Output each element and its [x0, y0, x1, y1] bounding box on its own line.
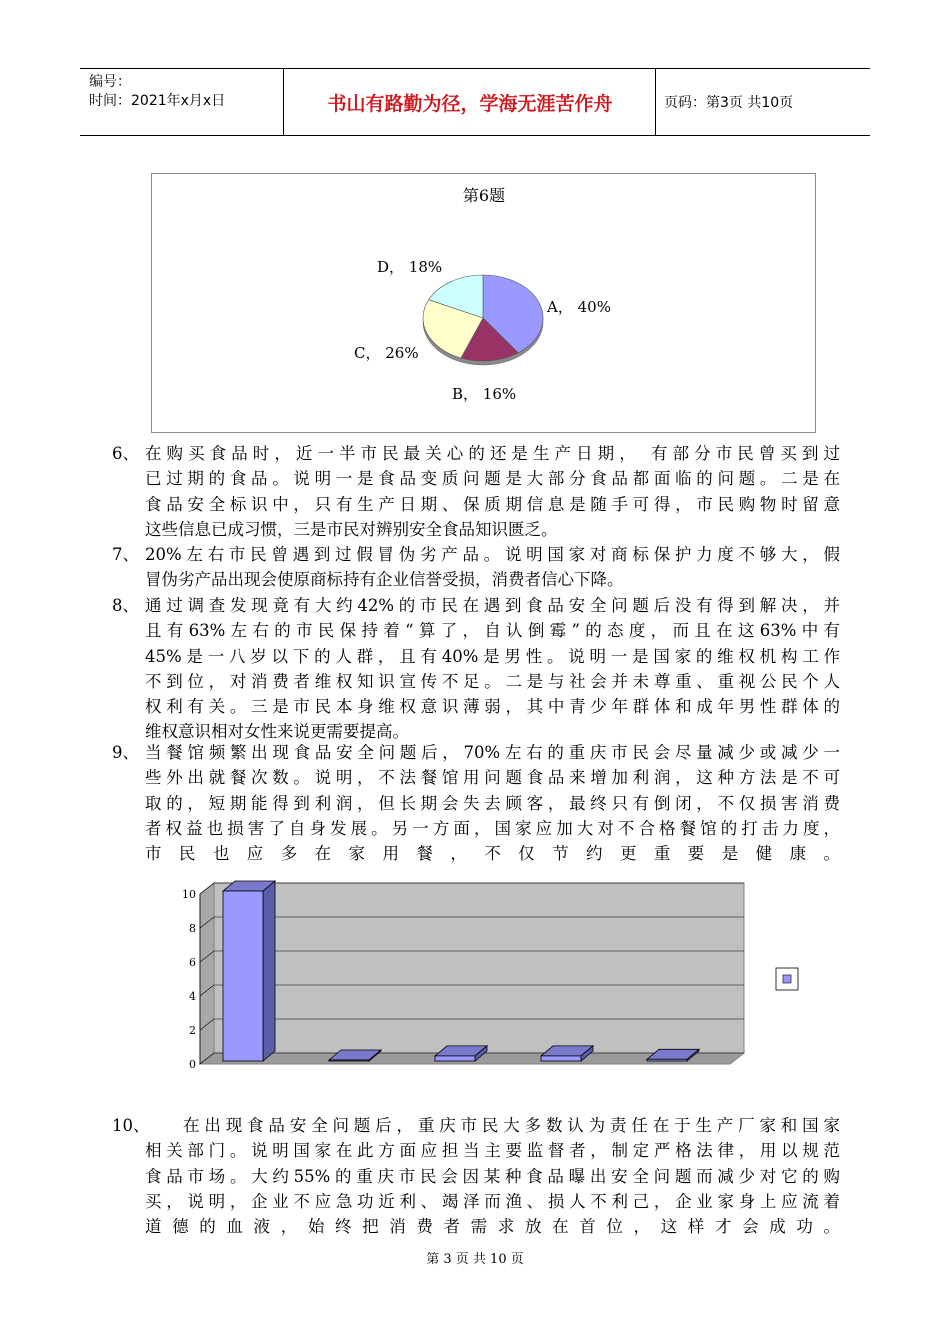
pie-slice-label: D， 18%	[377, 258, 443, 276]
y-tick-label: 10	[182, 888, 196, 901]
page-header	[80, 68, 870, 136]
legend-swatch	[783, 975, 791, 983]
paragraph-line: 食品市场。大约55%的重庆市民会因某种食品曝出安全问题而减少对它的购	[145, 1166, 840, 1186]
paragraph-line: 已过期的食品。说明一是食品变质问题是大部分食品都面临的问题。二是在	[145, 469, 840, 489]
y-tick-label: 2	[189, 1024, 196, 1037]
y-tick-label: 8	[189, 922, 196, 935]
paragraph-number: 8、	[112, 596, 139, 615]
pie-slice-label: A， 40%	[547, 298, 611, 316]
pie-slice-label: C， 26%	[354, 344, 419, 362]
paragraph-line: 在购买食品时，近一半市民最关心的还是生产日期， 有部分市民曾买到过	[145, 444, 840, 463]
paragraph-number: 7、	[112, 545, 139, 564]
paragraph-8	[112, 593, 840, 745]
header-page-info: 页码：第3页 共10页	[664, 95, 794, 111]
paragraph-line: 20%左右市民曾遇到过假冒伪劣产品。说明国家对商标保护力度不够大，假	[145, 545, 840, 564]
paragraph-line: 当餐馆频繁出现食品安全问题后，70%左右的重庆市民会尽量减少或减少一	[145, 743, 840, 762]
paragraph-line: 食品安全标识中，只有生产日期、保质期信息是随手可得，市民购物时留意	[145, 494, 840, 514]
bar-chart	[170, 876, 810, 1076]
paragraph-number: 9、	[112, 743, 139, 762]
paragraph-line: 45%是一八岁以下的人群，且有40%是男性。说明一是国家的维权机构工作	[145, 646, 840, 666]
paragraph-7	[112, 542, 840, 593]
paragraph-line: 道 德 的 血 液 ， 始 终 把 消 费 者 需 求 放 在 首 位 ， 这 样 才 会 成 功 。	[145, 1217, 840, 1237]
paragraph-line: 相关部门。说明国家在此方面应担当主要监督者，制定严格法律，用以规范	[145, 1141, 840, 1161]
paragraph-line: 在出现食品安全问题后，重庆市民大多数认为责任在于生产厂家和国家	[183, 1116, 840, 1135]
bar-chart-svg	[170, 876, 810, 1076]
paragraph-9	[112, 740, 840, 866]
pie-chart-svg	[152, 174, 815, 432]
plot-side-wall	[200, 883, 214, 1064]
paragraph-line: 通过调查发现竟有大约42%的市民在遇到食品安全问题后没有得到解决，并	[145, 596, 840, 615]
y-tick-label: 0	[189, 1058, 196, 1071]
plot-back-wall	[214, 883, 744, 1053]
pie-chart-title: 第6题	[462, 186, 506, 205]
bar	[223, 881, 275, 1061]
header-motto: 书山有路勤为径，学海无涯苦作舟	[285, 69, 656, 135]
paragraph-line: 这些信息已成习惯，三是市民对辨别安全食品知识匮乏。	[145, 519, 558, 539]
pie-slice-label: B， 16%	[452, 385, 517, 403]
paragraph-line: 市 民 也 应 多 在 家 用 餐 ， 不 仅 节 约 更 重 要 是 健 康 。	[145, 844, 840, 864]
page-footer: 第 3 页 共 10 页	[426, 1252, 524, 1267]
paragraph-number: 10、	[112, 1116, 150, 1135]
paragraph-line: 买，说明，企业不应急功近利、竭泽而渔、损人不利己，企业家身上应流着	[145, 1191, 840, 1211]
paragraph-line: 维权意识相对女性来说更需要提高。	[145, 722, 409, 742]
paragraph-line: 不到位，对消费者维权知识宣传不足。二是与社会并未尊重、重视公民个人	[145, 671, 840, 691]
paragraph-line: 取的，短期能得到利润，但长期会失去顾客，最终只有倒闭，不仅损害消费	[145, 793, 840, 813]
doc-number-label: 编号：	[89, 74, 131, 90]
paragraph-6	[112, 441, 840, 542]
paragraph-number: 6、	[112, 444, 139, 463]
paragraph-line: 权利有关。三是市民本身维权意识薄弱，其中青少年群体和成年男性群体的	[145, 697, 840, 717]
doc-time-label: 时间：2021年x月x日	[89, 93, 226, 109]
y-tick-label: 4	[189, 990, 196, 1003]
paragraph-line: 冒伪劣产品出现会使原商标持有企业信誉受损，消费者信心下降。	[145, 570, 624, 590]
y-tick-label: 6	[189, 956, 196, 969]
paragraph-line: 些外出就餐次数。说明，不法餐馆用问题食品来增加利润，这种方法是不可	[145, 768, 840, 788]
pie-chart	[151, 173, 816, 433]
paragraph-line: 且有63%左右的市民保持着“算了，自认倒霉”的态度，而且在这63%中有	[145, 621, 840, 641]
header-meta	[80, 69, 284, 135]
paragraph-10	[112, 1113, 840, 1239]
paragraph-line: 者权益也损害了自身发展。另一方面，国家应加大对不合格餐馆的打击力度，	[145, 818, 840, 838]
